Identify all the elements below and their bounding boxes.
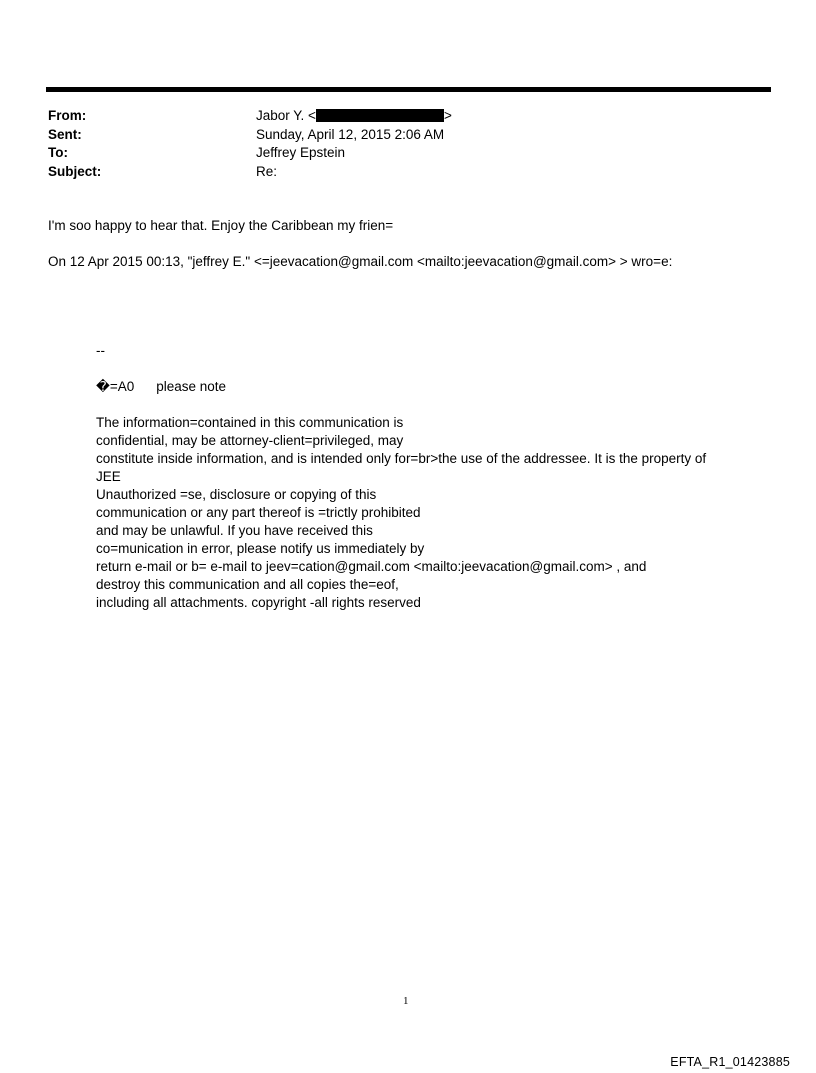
signature-separator: -- [96,343,105,358]
note-line [96,378,226,396]
from-value-prefix: Jabor Y. < [256,108,316,123]
from-label: From: [48,108,87,123]
disclaimer-line: The information=contained in this communication is [96,415,404,430]
to-label: To: [48,145,68,160]
confidentiality-disclaimer [96,414,706,612]
disclaimer-line: confidential, may be attorney-client=privileged, may [96,433,404,448]
disclaimer-line: destroy this communication and all copies the=eof, [96,577,399,592]
from-value [256,107,452,126]
disclaimer-line: Unauthorized =se, disclosure or copying of this [96,487,377,502]
subject-label: Subject: [48,163,102,179]
disclaimer-line: return e-mail or b= e-mail to jeev=cation@gmail.com <mailto:jeevacation@gmail.com> , and [96,559,647,574]
reply-line: I'm soo happy to hear that. Enjoy the Caribbean my frien= [48,218,394,233]
sent-label: Sent: [48,126,82,142]
disclaimer-line: including all attachments. copyright -all rights reserved [96,595,421,610]
redaction-box [316,109,444,122]
to-value: Jeffrey Epstein [256,145,346,160]
subject-value: Re: [256,163,278,179]
document-id: EFTA_R1_01423885 [670,1055,790,1069]
from-value-suffix: > [443,108,452,123]
sent-value: Sunday, April 12, 2015 2:06 AM [256,126,445,142]
note-prefix: �=A0 [96,379,135,394]
disclaimer-line: constitute inside information, and is intended only for=br>the use of the addressee. It is the property of [96,451,707,466]
disclaimer-line: JEE [96,469,121,484]
disclaimer-line: and may be unlawful. If you have received this [96,523,373,538]
note-text: please note [156,379,227,394]
disclaimer-line: co=munication in error, please notify us immediately by [96,541,425,556]
disclaimer-line: communication or any part thereof is =trictly prohibited [96,505,421,520]
header-divider [46,87,771,92]
page-number: 1 [403,995,409,1007]
quote-intro: On 12 Apr 2015 00:13, "jeffrey E." <=jeevacation@gmail.com <mailto:jeevacation@gmail.com> > wro=e: [48,254,673,269]
